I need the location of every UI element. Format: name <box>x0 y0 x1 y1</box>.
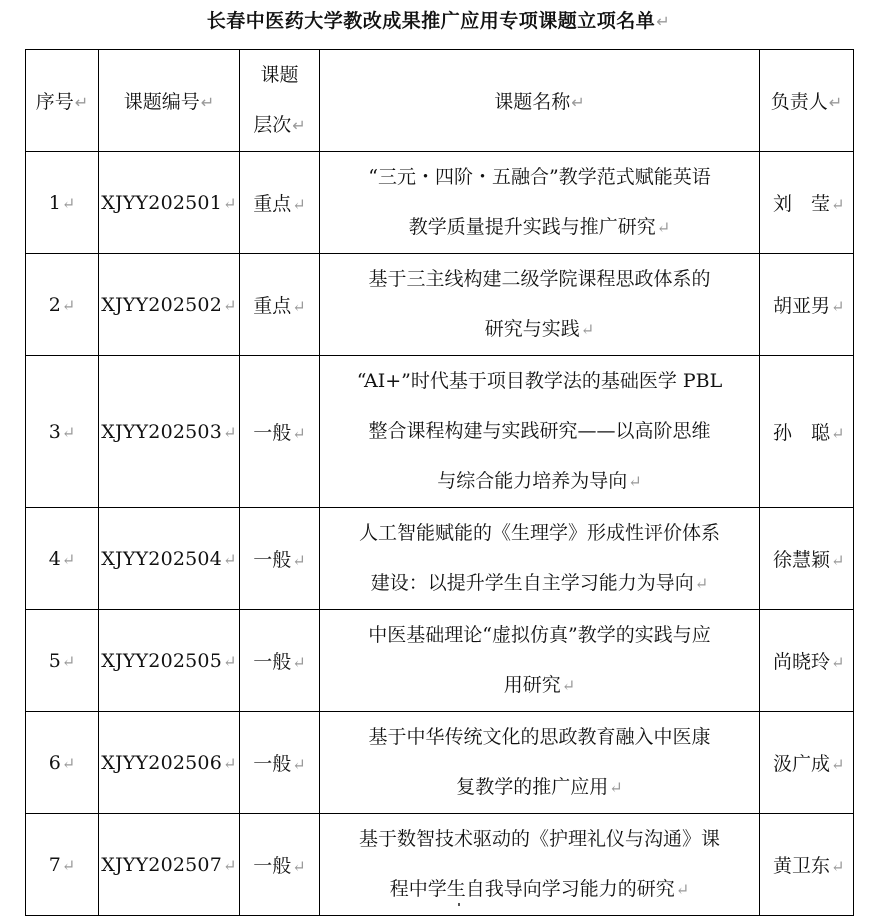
project-name-line-1: “三元・四阶・五融合”教学范式赋能英语 <box>368 166 711 188</box>
cell-no <box>26 712 99 814</box>
row-number: 5 <box>48 649 61 672</box>
paragraph-mark-icon: ↵ <box>223 651 237 671</box>
project-lead: 刘 莹 <box>773 193 831 215</box>
paragraph-mark-icon: ↵ <box>831 755 845 774</box>
page-title-text: 长春中医药大学教改成果推广应用专项课题立项名单 <box>206 10 656 32</box>
paragraph-mark-icon: ↵ <box>675 880 690 899</box>
table-body <box>26 152 854 916</box>
paragraph-mark-icon: ↵ <box>223 422 237 442</box>
paragraph-mark-icon: ↵ <box>223 193 237 213</box>
header-lead-label: 负责人 <box>770 91 828 113</box>
table-row <box>26 152 854 254</box>
cell-code <box>99 610 240 712</box>
header-code <box>99 50 240 152</box>
project-code: XJYY202507 <box>101 853 223 876</box>
project-lead: 胡亚男 <box>773 295 831 317</box>
project-name-line-1: “AI+”时代基于项目教学法的基础医学 PBL <box>356 370 723 392</box>
project-lead: 徐慧颖 <box>773 549 831 571</box>
project-name-line-1: 基于数智技术驱动的《护理礼仪与沟通》课 <box>358 828 720 850</box>
cell-no <box>26 152 99 254</box>
table-header-row <box>26 50 854 152</box>
row-number: 1 <box>48 191 61 214</box>
project-name-line-2: 建设：以提升学生自主学习能力为导向 <box>370 572 694 594</box>
cell-no <box>26 356 99 508</box>
cell-name <box>320 712 760 814</box>
project-code: XJYY202506 <box>101 751 223 774</box>
project-code: XJYY202503 <box>101 420 223 443</box>
cell-level <box>240 356 320 508</box>
paragraph-mark-icon: ↵ <box>292 424 306 443</box>
project-level: 重点 <box>253 193 292 215</box>
header-level <box>240 50 320 152</box>
row-number: 6 <box>48 751 61 774</box>
paragraph-mark-icon: ↵ <box>61 651 76 671</box>
row-number: 2 <box>48 293 61 316</box>
paragraph-mark-icon: ↵ <box>200 93 215 112</box>
cell-lead <box>760 356 854 508</box>
header-name <box>320 50 760 152</box>
paragraph-mark-icon: ↵ <box>61 193 76 213</box>
paragraph-mark-icon: ↵ <box>61 295 76 315</box>
cell-lead <box>760 712 854 814</box>
cell-no <box>26 814 99 916</box>
cell-lead <box>760 610 854 712</box>
paragraph-mark-icon: ↵ <box>561 676 576 695</box>
project-name-line-2: 程中学生自我导向学习能力的研究 <box>389 878 675 900</box>
cell-level <box>240 152 320 254</box>
paragraph-mark-icon: ↵ <box>656 218 671 237</box>
project-code: XJYY202504 <box>101 547 223 570</box>
cell-name <box>320 356 760 508</box>
project-name-line-1: 基于三主线构建二级学院课程思政体系的 <box>368 268 711 290</box>
row-number: 3 <box>48 420 61 443</box>
paragraph-mark-icon: ↵ <box>223 549 237 569</box>
project-level: 一般 <box>253 651 292 673</box>
project-code: XJYY202502 <box>101 293 223 316</box>
project-name-line-2: 用研究 <box>503 674 561 696</box>
cell-name <box>320 814 760 916</box>
paragraph-mark-icon: ↵ <box>828 93 843 112</box>
paragraph-mark-icon: ↵ <box>61 549 76 569</box>
header-no <box>26 50 99 152</box>
cell-lead <box>760 254 854 356</box>
project-name-line-3: 与综合能力培养为导向 <box>437 470 628 492</box>
project-lead: 汲广成 <box>773 753 831 775</box>
cell-code <box>99 712 240 814</box>
project-name-line-1: 基于中华传统文化的思政教育融入中医康 <box>368 726 711 748</box>
header-level-label-2: 层次 <box>253 114 292 136</box>
header-lead <box>760 50 854 152</box>
paragraph-mark-icon: ↵ <box>223 855 237 875</box>
cell-code <box>99 152 240 254</box>
page-edge-marker <box>458 903 460 906</box>
table-row <box>26 356 854 508</box>
paragraph-mark-icon: ↵ <box>831 297 845 316</box>
project-lead: 孙 聪 <box>773 422 831 444</box>
cell-level <box>240 610 320 712</box>
cell-lead <box>760 814 854 916</box>
cell-level <box>240 814 320 916</box>
header-name-label: 课题名称 <box>494 91 571 113</box>
cell-level <box>240 712 320 814</box>
cell-lead <box>760 152 854 254</box>
paragraph-mark-icon: ↵ <box>694 574 709 593</box>
project-code: XJYY202505 <box>101 649 223 672</box>
paragraph-mark-icon: ↵ <box>292 755 306 774</box>
project-name-line-1: 人工智能赋能的《生理学》形成性评价体系 <box>358 522 720 544</box>
project-level: 一般 <box>253 855 292 877</box>
cell-code <box>99 254 240 356</box>
table-row <box>26 814 854 916</box>
header-code-label: 课题编号 <box>123 91 200 113</box>
project-level: 一般 <box>253 549 292 571</box>
project-level: 一般 <box>253 422 292 444</box>
cell-name <box>320 254 760 356</box>
paragraph-mark-icon: ↵ <box>831 551 845 570</box>
project-name-line-2: 复教学的推广应用 <box>456 776 609 798</box>
cell-level <box>240 508 320 610</box>
table-row <box>26 712 854 814</box>
paragraph-mark-icon: ↵ <box>223 753 237 773</box>
paragraph-mark-icon: ↵ <box>292 116 306 135</box>
paragraph-mark-icon: ↵ <box>292 857 306 876</box>
project-name-line-2: 教学质量提升实践与推广研究 <box>408 216 656 238</box>
project-lead: 黄卫东 <box>773 855 831 877</box>
paragraph-mark-icon: ↵ <box>831 195 845 214</box>
paragraph-mark-icon: ↵ <box>292 653 306 672</box>
cell-name <box>320 610 760 712</box>
paragraph-mark-icon: ↵ <box>831 424 845 443</box>
row-number: 4 <box>48 547 61 570</box>
cell-level <box>240 254 320 356</box>
header-no-label: 序号 <box>35 91 74 113</box>
cell-name <box>320 152 760 254</box>
paragraph-mark-icon: ↵ <box>292 297 306 316</box>
cell-code <box>99 814 240 916</box>
paragraph-mark-icon: ↵ <box>61 855 76 875</box>
project-level: 重点 <box>253 295 292 317</box>
paragraph-mark-icon: ↵ <box>571 93 585 112</box>
project-name-line-1: 中医基础理论“虚拟仿真”教学的实践与应 <box>368 624 711 646</box>
cell-code <box>99 356 240 508</box>
paragraph-mark-icon: ↵ <box>292 195 306 214</box>
header-level-label-1: 课题 <box>260 64 299 86</box>
project-name-line-2: 研究与实践 <box>484 318 580 340</box>
paragraph-mark-icon: ↵ <box>61 422 76 442</box>
table-row <box>26 610 854 712</box>
project-code: XJYY202501 <box>101 191 223 214</box>
row-number: 7 <box>48 853 61 876</box>
cell-no <box>26 508 99 610</box>
project-level: 一般 <box>253 753 292 775</box>
paragraph-mark-icon: ↵ <box>831 653 845 672</box>
paragraph-mark-icon: ↵ <box>628 472 642 491</box>
cell-code <box>99 508 240 610</box>
table-row <box>26 508 854 610</box>
paragraph-mark-icon: ↵ <box>74 93 89 112</box>
cell-lead <box>760 508 854 610</box>
cell-no <box>26 610 99 712</box>
paragraph-mark-icon: ↵ <box>61 753 76 773</box>
paragraph-mark-icon: ↵ <box>223 295 237 315</box>
paragraph-mark-icon: ↵ <box>656 12 671 31</box>
paragraph-mark-icon: ↵ <box>580 320 595 339</box>
cell-name <box>320 508 760 610</box>
cell-no <box>26 254 99 356</box>
paragraph-mark-icon: ↵ <box>292 551 306 570</box>
page-title <box>0 6 877 37</box>
project-name-line-2: 整合课程构建与实践研究——以高阶思维 <box>368 420 711 442</box>
paragraph-mark-icon: ↵ <box>609 778 623 797</box>
table-row <box>26 254 854 356</box>
project-lead: 尚晓玲 <box>773 651 831 673</box>
project-table <box>25 49 854 916</box>
paragraph-mark-icon: ↵ <box>831 857 845 876</box>
